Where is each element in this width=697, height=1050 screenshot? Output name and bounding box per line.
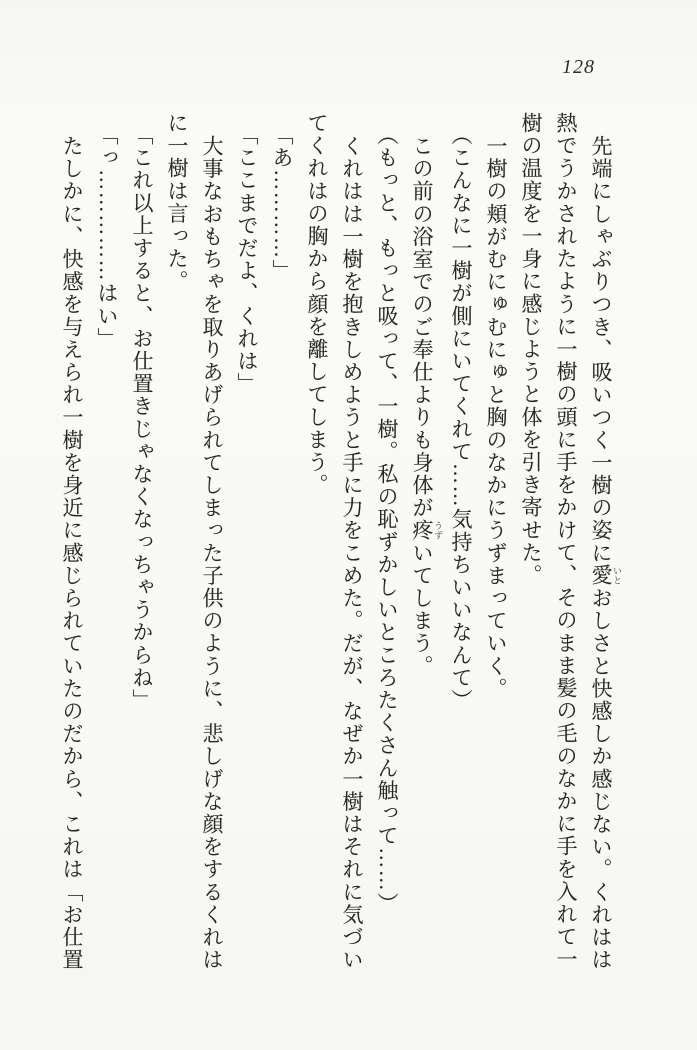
text-line: 大事なおもちゃを取りあげられてしまった子供のように、悲しげな顔をするくれは — [200, 135, 224, 972]
text-line: てくれはの胸から顔を離してしまう。 — [305, 112, 329, 497]
text-line: たしかに、快感を与えられ一樹を身近に感じられていたのだから、これは「お仕置 — [60, 135, 84, 972]
page-number: 128 — [562, 56, 595, 78]
furigana-ruby: 愛 いと — [589, 564, 622, 588]
text-line: に一樹は言った。 — [165, 112, 189, 293]
text-line: 熱でうかされたように一樹の頭に手をかけて、そのまま髪の毛のなかに手を入れて一 — [554, 112, 578, 971]
text-line: 「これ以上すると、お仕置きじゃなくなっちゃうからね」 — [130, 124, 154, 712]
text-line: 「ここまでだよ、くれは」 — [235, 124, 259, 396]
text-block — [60, 112, 622, 978]
text-line: 先端にしゃぶりつき、吸いつく一樹の姿に愛 いとおしさと快感しか感じない。くれはは — [589, 135, 622, 972]
text-line: （こんなに一樹が側にいてくれて……気持ちいいなんて） — [449, 124, 473, 712]
text-line: 「あ…………」 — [270, 124, 294, 283]
furigana-ruby: 疼 うず — [410, 519, 443, 542]
text-line: くれはは一樹を抱きしめようと手に力をこめた。だが、なぜか一樹はそれに気づい — [340, 135, 364, 972]
text-line: （もっと、もっと吸って、一樹。私の恥ずかしいところたくさん触って……） — [375, 124, 399, 915]
text-line: 一樹の頬がむにゅむにゅと胸のなかにうずまっていく。 — [484, 135, 508, 700]
text-line: この前の浴室でのご奉仕よりも身体が疼 うずいてしまう。 — [410, 135, 443, 678]
text-line: 「っ……………はい」 — [95, 124, 119, 350]
text-line: 樹の温度を一身に感じようと体を引き寄せた。 — [519, 112, 543, 587]
